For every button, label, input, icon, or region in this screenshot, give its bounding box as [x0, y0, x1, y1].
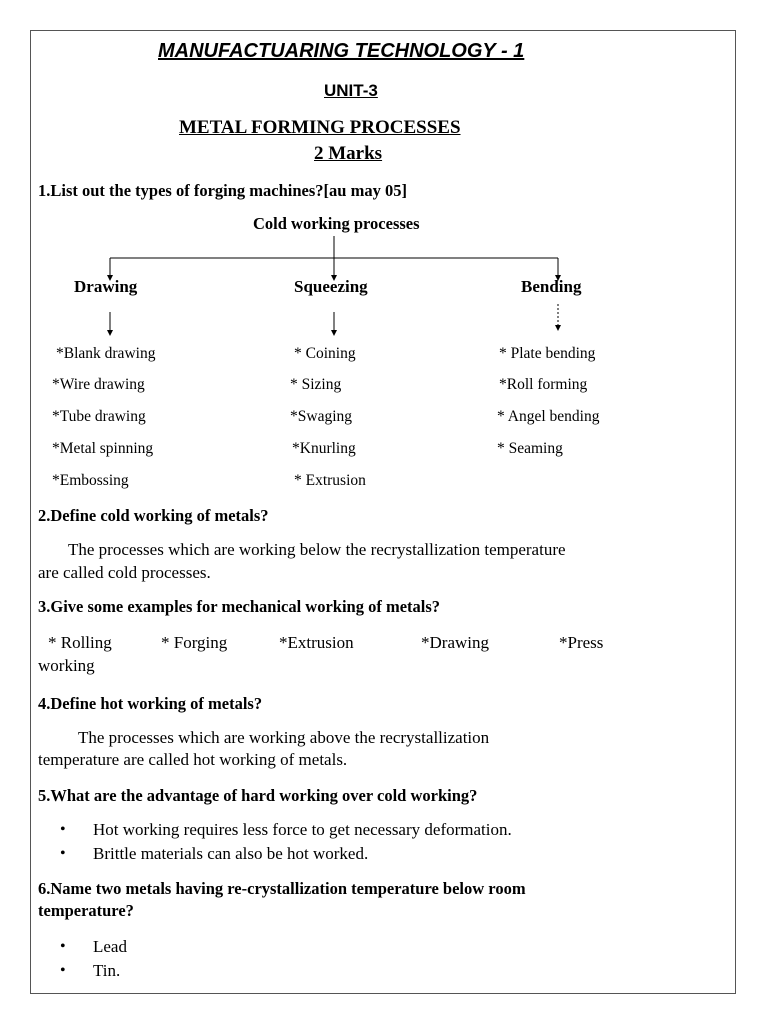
- list-item: *Metal spinning: [52, 440, 154, 457]
- example-rolling: * Rolling: [48, 633, 112, 652]
- document-title: MANUFACTUARING TECHNOLOGY - 1: [158, 40, 525, 62]
- answer-4-line-1: The processes which are working above the recrystallization: [78, 728, 490, 747]
- list-item: • Lead: [60, 935, 127, 959]
- list-item: * Plate bending: [499, 345, 596, 362]
- list-item: *Blank drawing: [56, 345, 156, 362]
- list-item: * Sizing: [290, 376, 342, 393]
- list-item: • Tin.: [60, 959, 127, 983]
- marks-heading: 2 Marks: [314, 143, 383, 164]
- example-extrusion: *Extrusion: [279, 633, 354, 652]
- list-item: *Roll forming: [499, 376, 588, 393]
- list-item: * Angel bending: [497, 408, 600, 425]
- branch-bending: Bending: [521, 277, 582, 296]
- example-press: *Press: [559, 633, 604, 652]
- unit-label: UNIT-3: [324, 81, 378, 100]
- example-continuation: working: [38, 656, 95, 675]
- example-forging: * Forging: [161, 633, 228, 652]
- answer-2-line-1: The processes which are working below the recrystallization temperature: [68, 540, 566, 559]
- branch-drawing: Drawing: [74, 277, 138, 296]
- question-3: 3.Give some examples for mechanical working of metals?: [38, 597, 441, 616]
- topic-heading: METAL FORMING PROCESSES: [179, 117, 461, 138]
- list-item: * Coining: [294, 345, 356, 362]
- example-drawing: *Drawing: [421, 633, 489, 652]
- answer-2-line-2: are called cold processes.: [38, 563, 211, 582]
- question-5: 5.What are the advantage of hard working over cold working?: [38, 786, 478, 805]
- question-6-line-2: temperature?: [38, 901, 134, 920]
- answer-6-list: [60, 935, 127, 983]
- question-2: 2.Define cold working of metals?: [38, 506, 269, 525]
- list-item: * Seaming: [497, 440, 563, 457]
- list-item: *Knurling: [292, 440, 356, 457]
- question-4: 4.Define hot working of metals?: [38, 694, 263, 713]
- list-item: *Wire drawing: [52, 376, 145, 393]
- answer-4-line-2: temperature are called hot working of metals.: [38, 750, 348, 769]
- list-item: *Embossing: [52, 472, 129, 489]
- list-item: • Hot working requires less force to get necessary deformation.: [60, 818, 512, 842]
- list-item: *Tube drawing: [52, 408, 146, 425]
- list-item: * Extrusion: [294, 472, 366, 489]
- tree-root: Cold working processes: [253, 214, 420, 233]
- list-item: *Swaging: [290, 408, 352, 425]
- question-1: 1.List out the types of forging machines?[au may 05]: [38, 181, 407, 200]
- answer-5-list: [60, 818, 512, 866]
- branch-squeezing: Squeezing: [294, 277, 368, 296]
- question-6-line-1: 6.Name two metals having re-crystallization temperature below room: [38, 879, 526, 898]
- list-item: • Brittle materials can also be hot worked.: [60, 842, 512, 866]
